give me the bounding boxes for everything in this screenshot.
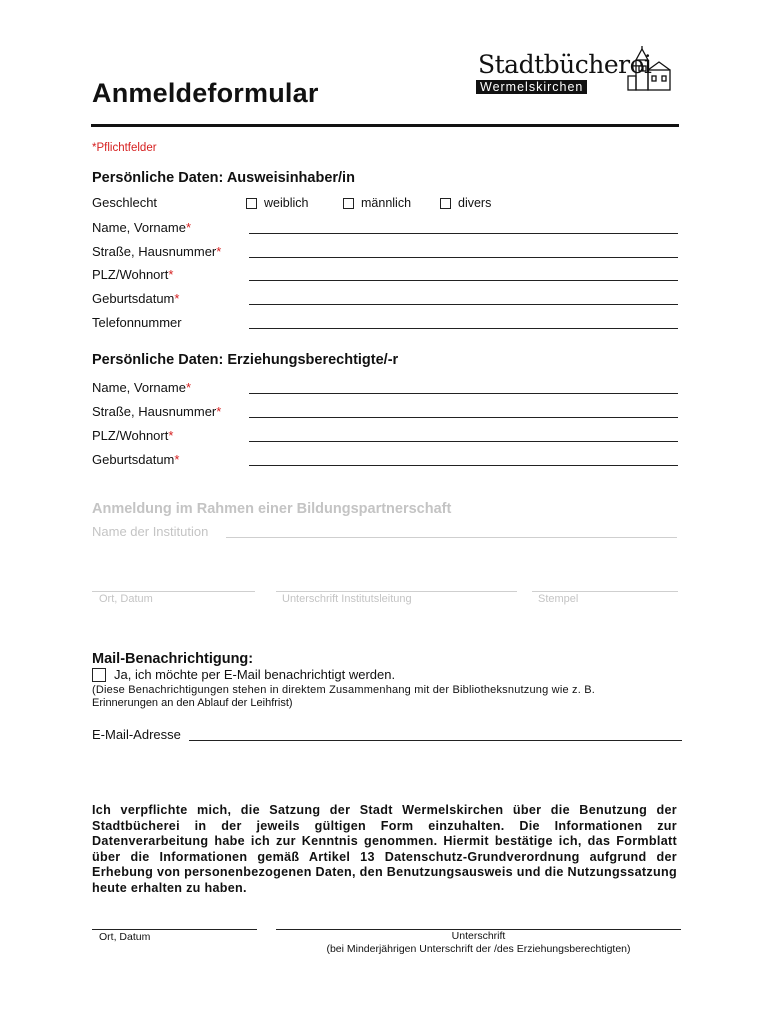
- mail-notify-label: Ja, ich möchte per E-Mail benachrichtigt werden.: [114, 667, 396, 682]
- holder-name-input[interactable]: [249, 233, 678, 234]
- field-label-holder-phone: [92, 315, 182, 330]
- institution-label: Name der Institution: [92, 524, 209, 539]
- field-label-text: Geburtsdatum: [92, 452, 175, 467]
- holder-city-input[interactable]: [249, 280, 678, 281]
- mail-notify-checkbox[interactable]: [92, 667, 395, 682]
- place-date-line[interactable]: [92, 929, 257, 930]
- field-label-text: Name, Vorname: [92, 220, 186, 235]
- field-label-text: Straße, Hausnummer: [92, 404, 217, 419]
- partnership-signature-line[interactable]: [276, 591, 517, 592]
- mail-note-line1: (Diese Benachrichtigungen stehen in direktem Zusammenhang mit der Bibliotheksnutzung wie z. B.: [92, 684, 596, 696]
- gender-label: Geschlecht: [92, 195, 158, 210]
- mail-heading: Mail-Benachrichtigung:: [92, 651, 254, 667]
- required-marker: *: [174, 291, 180, 306]
- checkbox-icon: [92, 668, 106, 682]
- field-label-guardian-city: [92, 428, 173, 443]
- field-label-guardian-birthdate: [92, 452, 179, 467]
- field-label-holder-name: [92, 220, 191, 235]
- required-marker: *: [185, 380, 191, 395]
- required-marker: *: [174, 452, 180, 467]
- field-label-text: Name, Vorname: [92, 380, 186, 395]
- guardian-street-input[interactable]: [249, 417, 678, 418]
- place-date-label: Ort, Datum: [99, 931, 151, 943]
- library-building-icon: [624, 46, 676, 94]
- field-label-guardian-name: [92, 380, 191, 395]
- field-label-holder-street: [92, 244, 221, 259]
- title-divider: [91, 124, 679, 127]
- field-label-text: Straße, Hausnummer: [92, 244, 217, 259]
- field-label-holder-city: [92, 267, 173, 282]
- consent-statement: Ich verpflichte mich, die Satzung der Stadt Wermelskirchen über die Benutzung der Stadtbücherei in der jeweils gültigen Form einzuhalten. Die Informationen zur Datenverarbeitung habe ich zur Kenntnis genommen. Hiermit bestätige ich, das Formblatt über die Informationen gemäß Artikel 13 Datenschutz-Grundverordnung aufgrund der Erhebung von personenbezogenen Daten, den Benutzungsausweis und die Nutzungssatzung heute erhalten zu haben.: [92, 803, 677, 895]
- field-label-text: PLZ/Wohnort: [92, 428, 169, 443]
- partnership-stamp-label: Stempel: [538, 593, 579, 605]
- guardian-birthdate-input[interactable]: [249, 465, 678, 466]
- partnership-place-date-label: Ort, Datum: [99, 593, 153, 605]
- signature-note: (bei Minderjährigen Unterschrift der /des Erziehungsberechtigten): [326, 943, 631, 955]
- holder-phone-input[interactable]: [249, 328, 678, 329]
- guardian-name-input[interactable]: [249, 393, 678, 394]
- checkbox-icon: [440, 198, 451, 209]
- required-note: *Pflichtfelder: [92, 142, 157, 154]
- email-label: E-Mail-Adresse: [92, 727, 181, 742]
- gender-option-label: divers: [458, 196, 492, 210]
- partnership-signature-label: Unterschrift Institutsleitung: [282, 593, 412, 605]
- partnership-place-date-line[interactable]: [92, 591, 255, 592]
- required-marker: *: [168, 267, 174, 282]
- page-title: Anmeldeformular: [92, 78, 319, 108]
- section-heading-guardian: Persönliche Daten: Erziehungsberechtigte/-r: [92, 352, 399, 368]
- gender-option-label: weiblich: [264, 196, 309, 210]
- field-label-text: PLZ/Wohnort: [92, 267, 169, 282]
- field-label-guardian-street: [92, 404, 221, 419]
- required-marker: *: [185, 220, 191, 235]
- required-marker: *: [216, 244, 222, 259]
- field-label-text: Telefonnummer: [92, 315, 182, 330]
- library-logo: [476, 46, 682, 96]
- gender-option-label: männlich: [361, 196, 412, 210]
- field-label-holder-birthdate: [92, 291, 179, 306]
- logo-name: Stadtbücherei: [478, 50, 652, 79]
- gender-option-diverse[interactable]: [440, 196, 491, 210]
- gender-option-male[interactable]: [343, 196, 411, 210]
- mail-note-line2: Erinnerungen an den Ablauf der Leihfrist): [92, 697, 293, 709]
- logo-subtitle: Wermelskirchen: [476, 80, 587, 94]
- checkbox-icon: [246, 198, 257, 209]
- section-heading-holder: Persönliche Daten: Ausweisinhaber/in: [92, 170, 355, 186]
- required-marker: *: [168, 428, 174, 443]
- email-input[interactable]: [189, 740, 682, 741]
- signature-label: Unterschrift: [451, 930, 506, 942]
- holder-birthdate-input[interactable]: [249, 304, 678, 305]
- section-heading-partnership: Anmeldung im Rahmen einer Bildungspartnerschaft: [92, 501, 452, 517]
- guardian-city-input[interactable]: [249, 441, 678, 442]
- partnership-stamp-line[interactable]: [532, 591, 678, 592]
- institution-input[interactable]: [226, 537, 677, 538]
- checkbox-icon: [343, 198, 354, 209]
- required-marker: *: [216, 404, 222, 419]
- gender-option-female[interactable]: [246, 196, 308, 210]
- holder-street-input[interactable]: [249, 257, 678, 258]
- field-label-text: Geburtsdatum: [92, 291, 175, 306]
